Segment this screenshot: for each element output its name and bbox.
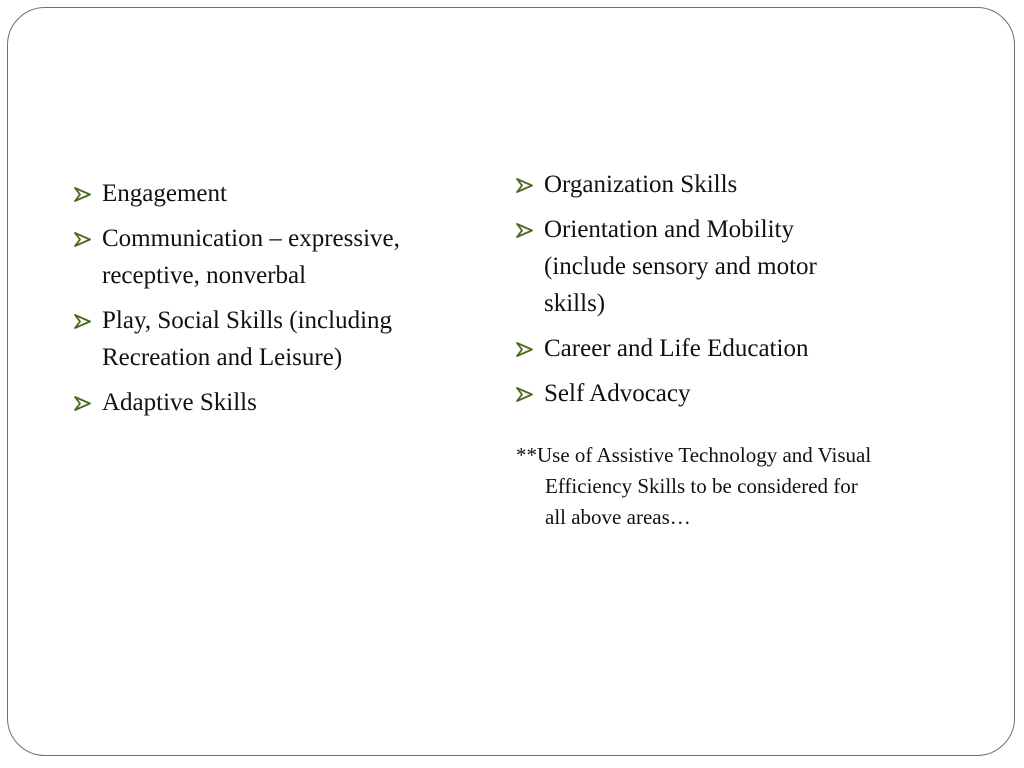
arrow-bullet-icon xyxy=(74,187,91,202)
list-item-text: Play, Social Skills (including xyxy=(102,307,393,334)
list-item-text-continued: Recreation and Leisure) xyxy=(102,344,343,371)
list-item xyxy=(516,211,946,322)
note-line: **Use of Assistive Technology and Visual xyxy=(516,443,872,467)
list-item-text: Communication – expressive, xyxy=(102,225,400,252)
list-item-text: Organization Skills xyxy=(544,171,738,198)
list-item-text-continued: skills) xyxy=(544,290,606,317)
list-item xyxy=(516,375,946,412)
list-item-text: Orientation and Mobility xyxy=(544,216,794,243)
list-item xyxy=(74,302,494,376)
list-item xyxy=(74,384,494,421)
list-item-text-continued: receptive, nonverbal xyxy=(102,262,307,289)
arrow-bullet-icon xyxy=(74,232,91,247)
left-bullet-list xyxy=(74,175,494,421)
list-item xyxy=(516,330,946,367)
arrow-bullet-icon xyxy=(516,387,533,402)
list-item xyxy=(74,220,494,294)
list-item-text: Career and Life Education xyxy=(544,335,809,362)
right-bullet-list xyxy=(516,166,946,412)
right-column xyxy=(516,166,946,533)
assistive-technology-note xyxy=(516,440,946,533)
arrow-bullet-icon xyxy=(516,223,533,238)
left-column xyxy=(74,175,494,429)
list-item-text: Self Advocacy xyxy=(544,380,691,407)
arrow-bullet-icon xyxy=(74,314,91,329)
arrow-bullet-icon xyxy=(74,396,91,411)
note-line: all above areas… xyxy=(545,505,691,529)
list-item-text: Adaptive Skills xyxy=(102,389,257,416)
list-item xyxy=(74,175,494,212)
list-item-text-continued: (include sensory and motor xyxy=(544,253,817,280)
note-line: Efficiency Skills to be considered for xyxy=(545,474,858,498)
list-item xyxy=(516,166,946,203)
list-item-text: Engagement xyxy=(102,180,227,207)
arrow-bullet-icon xyxy=(516,342,533,357)
arrow-bullet-icon xyxy=(516,178,533,193)
